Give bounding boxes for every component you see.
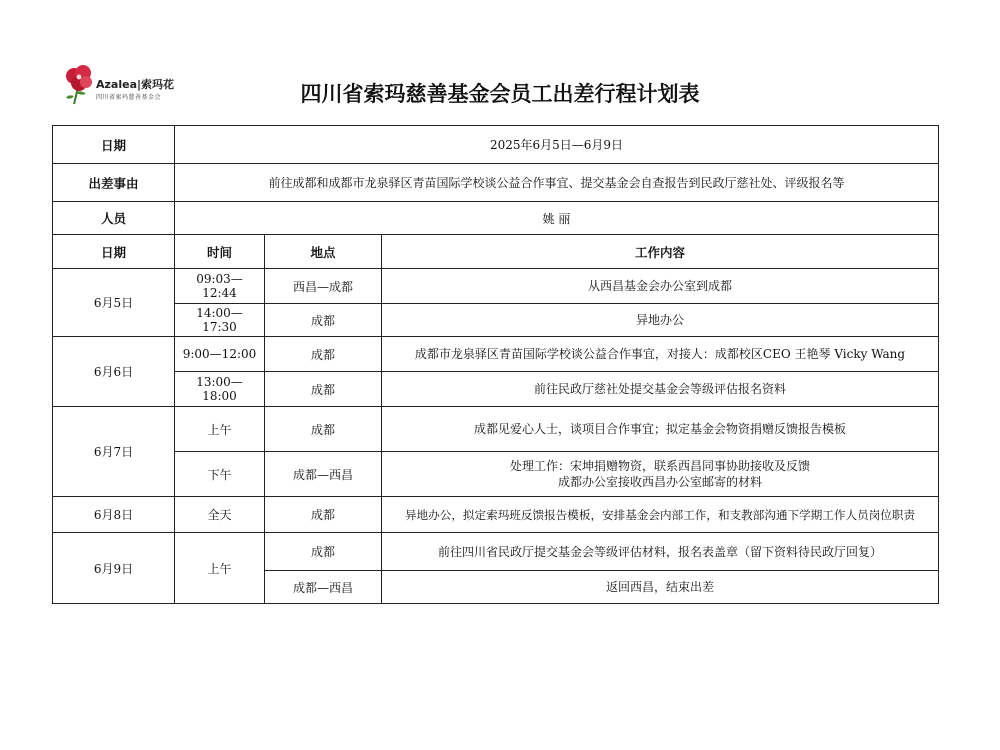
row-content-line: 成都市龙泉驿区青苗国际学校谈公益合作事宜，对接人：成都校区CEO 王艳琴 Vicky Wang xyxy=(414,347,906,361)
row-content xyxy=(382,533,939,571)
row-content xyxy=(382,337,939,372)
info-row-date xyxy=(53,126,939,164)
row-content xyxy=(382,497,939,533)
info-row-person xyxy=(53,202,939,235)
logo-subtitle: 四川省索玛慈善基金会 xyxy=(96,94,162,101)
row-place: 成都 xyxy=(265,407,382,452)
date-value: 2025年6月5日—6月9日 xyxy=(175,126,939,164)
row-time: 09:03—12:44 xyxy=(175,269,265,304)
row-place: 成都 xyxy=(265,497,382,533)
row-content-line: 处理工作：宋坤捐赠物资，联系西昌同事协助接收及反馈 xyxy=(510,459,811,473)
table-row xyxy=(53,337,939,372)
reason-label: 出差事由 xyxy=(53,164,175,202)
row-time: 13:00—18:00 xyxy=(175,372,265,407)
schedule-table xyxy=(52,125,939,604)
row-place: 成都 xyxy=(265,337,382,372)
row-place: 成都—西昌 xyxy=(265,452,382,497)
row-content-line: 返回西昌，结束出差 xyxy=(606,580,715,594)
column-header-date: 日期 xyxy=(53,235,175,269)
row-content-line: 异地办公，拟定索玛班反馈报告模板，安排基金会内部工作，和支教部沟通下学期工作人员岗位职责 xyxy=(404,507,916,522)
day-date: 6月7日 xyxy=(53,407,175,497)
row-place: 西昌—成都 xyxy=(265,269,382,304)
row-content xyxy=(382,452,939,497)
table-row xyxy=(53,533,939,571)
table-row xyxy=(53,497,939,533)
logo-brand: Azalea|索玛花 xyxy=(96,78,175,91)
row-content xyxy=(382,571,939,604)
row-time: 全天 xyxy=(175,497,265,533)
row-time: 上午 xyxy=(175,407,265,452)
row-time: 14:00—17:30 xyxy=(175,304,265,337)
row-place: 成都—西昌 xyxy=(265,571,382,604)
row-content-line: 前往四川省民政厅提交基金会等级评估材料，报名表盖章（留下资料待民政厅回复） xyxy=(438,544,883,559)
day-date: 6月5日 xyxy=(53,269,175,337)
table-row xyxy=(53,372,939,407)
row-time: 9:00—12:00 xyxy=(175,337,265,372)
day-date: 6月6日 xyxy=(53,337,175,407)
day-date: 6月9日 xyxy=(53,533,175,604)
info-row-reason xyxy=(53,164,939,202)
day-date: 6月8日 xyxy=(53,497,175,533)
row-time: 下午 xyxy=(175,452,265,497)
row-time: 上午 xyxy=(175,533,265,604)
row-content-line: 从西昌基金会办公室到成都 xyxy=(588,279,733,293)
date-label: 日期 xyxy=(53,126,175,164)
row-content-line: 异地办公 xyxy=(636,313,685,327)
column-header-place: 地点 xyxy=(265,235,382,269)
row-content xyxy=(382,269,939,304)
column-header-content: 工作内容 xyxy=(382,235,939,269)
person-label: 人员 xyxy=(53,202,175,235)
row-place: 成都 xyxy=(265,304,382,337)
column-header-row xyxy=(53,235,939,269)
table-row xyxy=(53,452,939,497)
row-content-line: 成都办公室接收西昌办公室邮寄的材料 xyxy=(558,475,763,489)
page-title: 四川省索玛慈善基金会员工出差行程计划表 xyxy=(300,82,700,106)
table-row xyxy=(53,407,939,452)
row-content xyxy=(382,407,939,452)
person-value: 姚 丽 xyxy=(175,202,939,235)
row-content xyxy=(382,372,939,407)
row-content-line: 前往民政厅慈社处提交基金会等级评估报名资料 xyxy=(534,382,787,396)
reason-value: 前往成都和成都市龙泉驿区青苗国际学校谈公益合作事宜、提交基金会自查报告到民政厅慈社处、评级报名等 xyxy=(175,164,939,202)
row-content-line: 成都见爱心人士，谈项目合作事宜；拟定基金会物资捐赠反馈报告模板 xyxy=(474,422,847,436)
row-content xyxy=(382,304,939,337)
table-row xyxy=(53,304,939,337)
column-header-time: 时间 xyxy=(175,235,265,269)
row-place: 成都 xyxy=(265,533,382,571)
table-row xyxy=(53,269,939,304)
row-place: 成都 xyxy=(265,372,382,407)
